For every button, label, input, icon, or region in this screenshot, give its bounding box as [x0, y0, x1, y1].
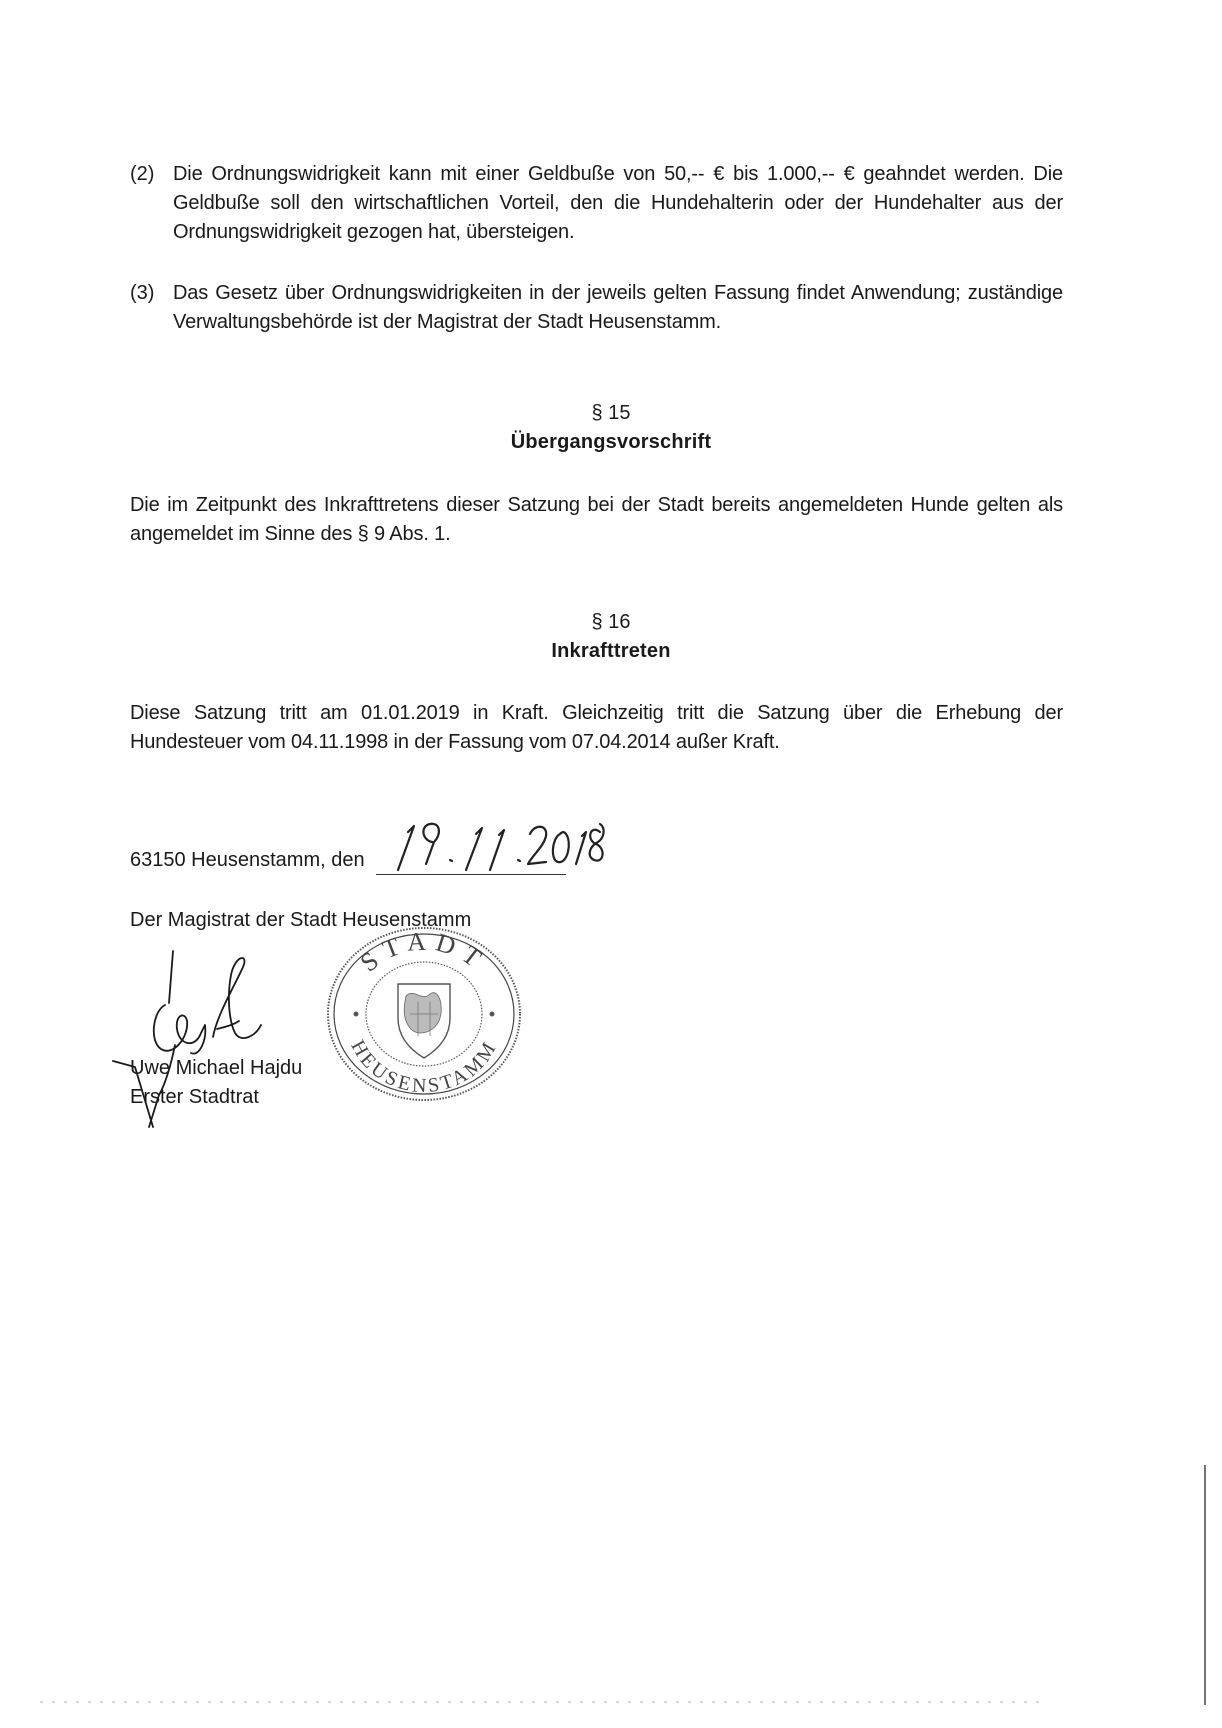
section-15-title: Übergangsvorschrift [510, 431, 712, 453]
section-16-text: Diese Satzung tritt am 01.01.2019 in Kraft. Gleichzeitig tritt die Satzung über die Erhebung der Hundesteuer vom 04.11.1998 in der Fassung vom 07.04.2014 außer Kraft. [130, 702, 1063, 753]
handwritten-date [374, 812, 610, 882]
section-16-heading [0, 608, 1222, 666]
section-16-number: § 16 [591, 611, 631, 633]
handwritten-signature [105, 945, 315, 1135]
place-date-label: 63150 Heusenstamm, den [130, 849, 365, 871]
seal-text-top: STADT [354, 926, 494, 978]
item-text-3: Das Gesetz über Ordnungswidrigkeiten in der jeweils gelten Fassung findet Anwendung; zuständige Verwaltungsbehörde ist der Magistrat der Stadt Heusenstamm. [173, 282, 1063, 333]
authority-line: Der Magistrat der Stadt Heusenstamm [130, 909, 472, 931]
signer-role: Erster Stadtrat [130, 1086, 259, 1108]
item-number-3: (3) [130, 282, 155, 304]
item-text-2: Die Ordnungswidrigkeit kann mit einer Geldbuße von 50,-- € bis 1.000,-- € geahndet werden. Die Geldbuße soll den wirtschaftlichen Vorteil, den die Hundehalterin oder der Hundehalter aus der Ordnungswidrigkeit gezogen hat, übersteigen. [173, 163, 1063, 243]
official-seal [318, 918, 530, 1108]
section-15-number: § 15 [591, 402, 631, 424]
section-16-title: Inkrafttreten [551, 640, 671, 662]
scan-edge-line [1204, 1465, 1206, 1705]
scan-noise-line [40, 1700, 1040, 1704]
section-15-text: Die im Zeitpunkt des Inkrafttretens dieser Satzung bei der Stadt bereits angemeldeten Hunde gelten als angemeldet im Sinne des § 9 Abs. 1. [130, 494, 1063, 545]
svg-text:HEUSENSTAMM [346, 1036, 501, 1097]
svg-text:STADT [355, 927, 493, 978]
item-number-2: (2) [130, 163, 155, 185]
signer-name: Uwe Michael Hajdu [130, 1057, 303, 1079]
section-15-heading [0, 399, 1222, 457]
seal-text-bottom: HEUSENSTAMM [346, 1036, 502, 1098]
